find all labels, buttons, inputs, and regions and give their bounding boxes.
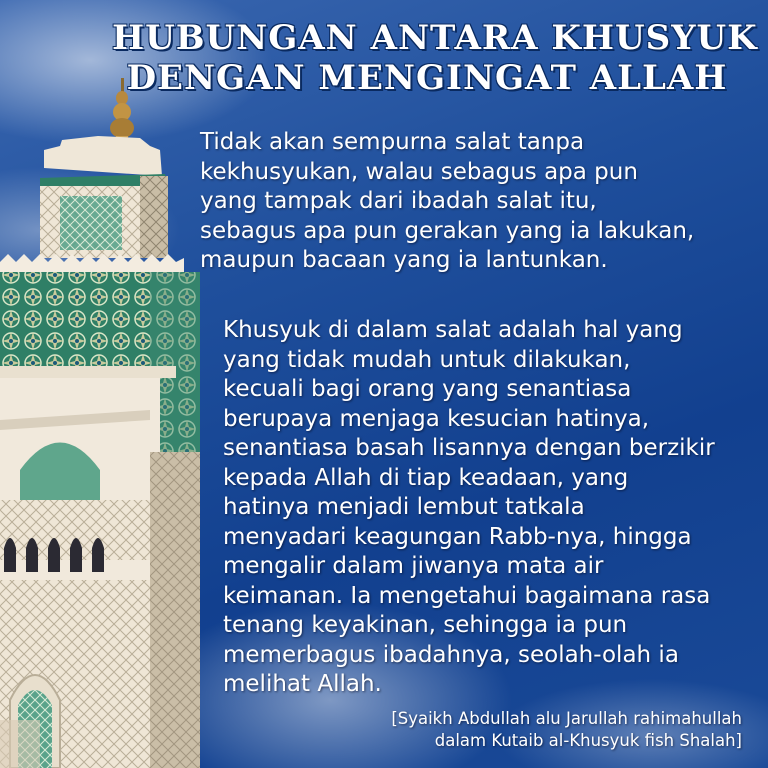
paragraph-line: memerbagus ibadahnya, seolah-olah ia	[223, 641, 679, 668]
paragraph-line: senantiasa basah lisannya dengan berzikir	[223, 435, 715, 461]
paragraph-line: sebagus apa pun gerakan yang ia lakukan,	[200, 217, 695, 244]
paragraph-line: melihat Allah.	[223, 671, 382, 697]
paragraph-line: menyadari keagungan Rabb-nya, hingga	[223, 523, 692, 550]
paragraph-line: Khusyuk di dalam salat adalah hal yang	[223, 317, 683, 343]
paragraph-line: mengalir dalam jiwanya mata air	[223, 553, 604, 579]
paragraph-1	[200, 128, 694, 276]
paragraph-line: hatinya menjadi lembut tatkala	[223, 494, 585, 520]
paragraph-line: tenang keyakinan, sehingga ia pun	[223, 612, 628, 638]
paragraph-line: kepada Allah di tiap keadaan, yang	[223, 464, 629, 491]
paragraph-line: Tidak akan sempurna salat tanpa	[200, 129, 585, 155]
paragraph-line: berupaya menjaga kesucian hatinya,	[223, 405, 650, 432]
paragraph-2	[223, 316, 715, 700]
title-line-1: HUBUNGAN ANTARA KHUSYUK	[112, 18, 758, 58]
paragraph-line: yang tampak dari ibadah salat itu,	[200, 188, 597, 214]
paragraph-line: maupun bacaan yang ia lantunkan.	[200, 247, 608, 273]
paragraph-line: keimanan. Ia mengetahui bagaimana rasa	[223, 582, 711, 609]
paragraph-line: kecuali bagi orang yang senantiasa	[223, 376, 632, 402]
paragraph-line: yang tidak mudah untuk dilakukan,	[223, 346, 631, 373]
citation-line-1: [Syaikh Abdullah alu Jarullah rahimahullah	[391, 709, 742, 728]
minaret-image	[0, 0, 210, 768]
citation-line-2: dalam Kutaib al-Khusyuk fish Shalah]	[434, 731, 742, 750]
paragraph-line: kekhusyukan, walau sebagus apa pun	[200, 158, 638, 185]
title-line-2: DENGAN MENGINGAT ALLAH	[126, 58, 728, 98]
citation	[391, 708, 742, 752]
page-title	[112, 18, 758, 98]
